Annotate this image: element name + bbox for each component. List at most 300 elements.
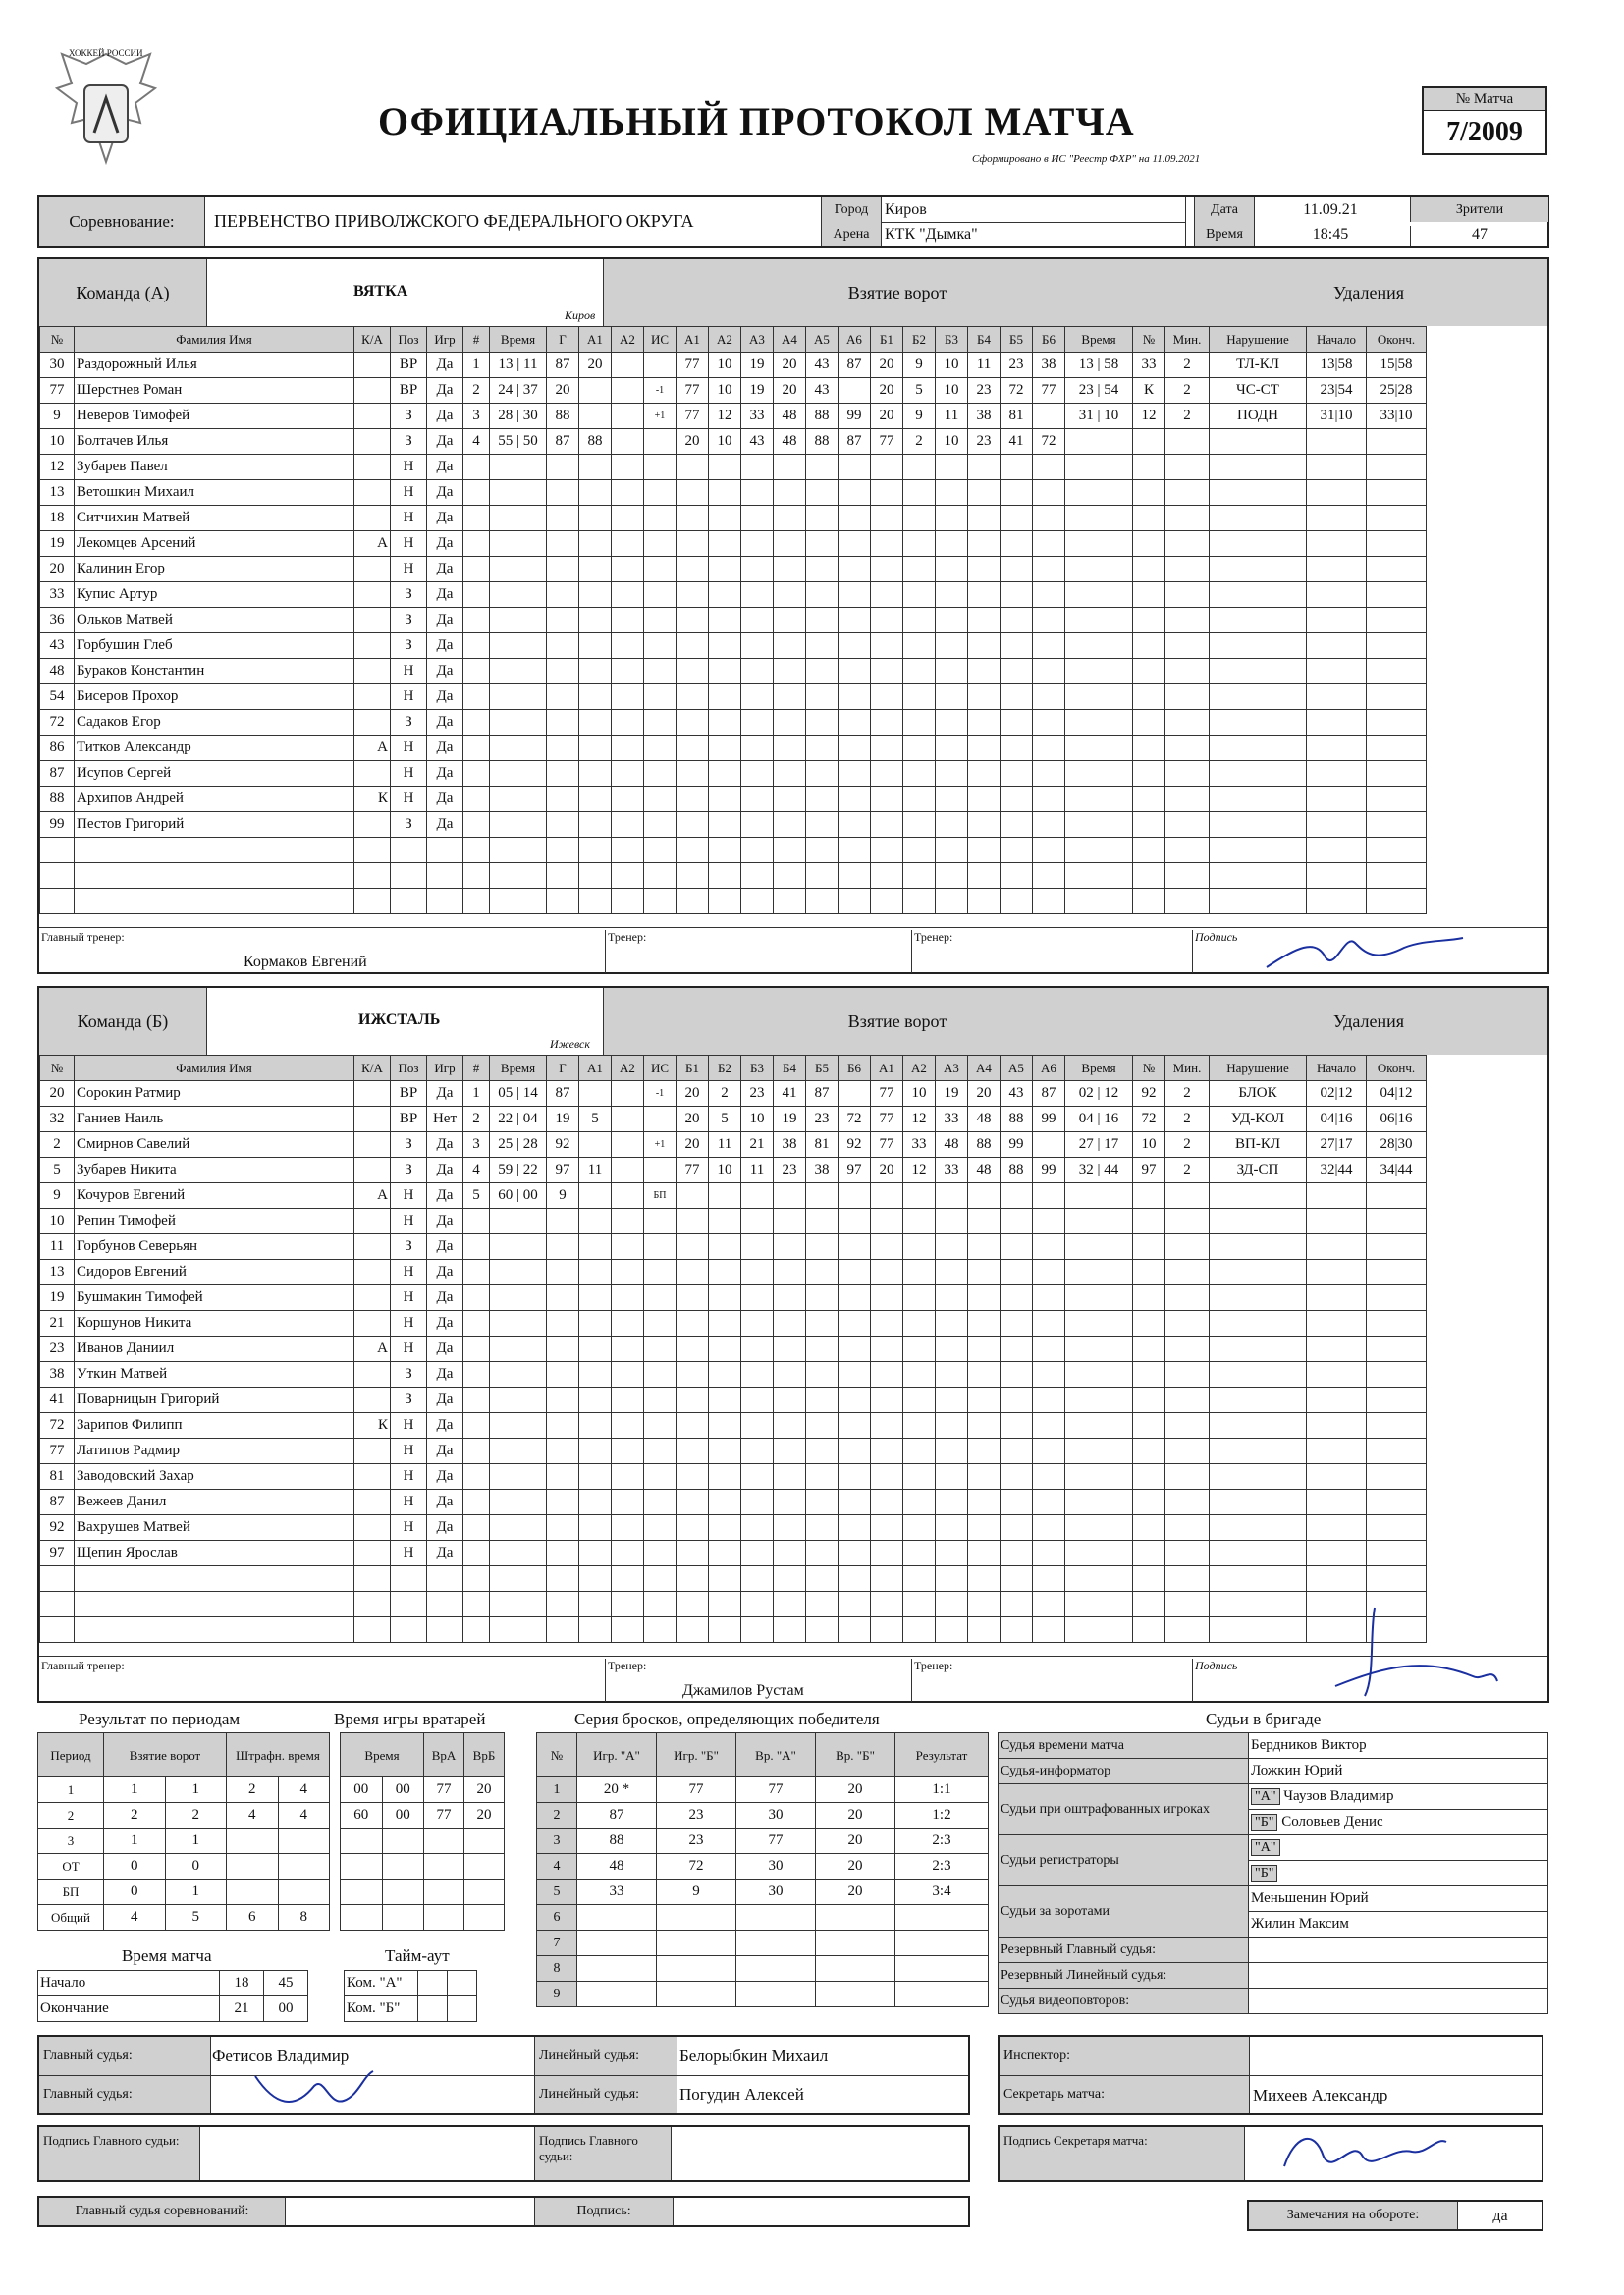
goal-cell — [644, 1617, 677, 1643]
penalty-cell — [1165, 1234, 1210, 1260]
goal-cell — [1001, 557, 1033, 582]
player-cell: 18 — [40, 506, 75, 531]
goal-cell — [579, 736, 612, 761]
goal-cell — [936, 1209, 968, 1234]
goal-cell — [968, 1285, 1001, 1311]
penalty-start — [1307, 1234, 1367, 1260]
player-cell — [354, 1617, 391, 1643]
goal-cell — [806, 1285, 839, 1311]
goal-cell — [644, 1464, 677, 1490]
officials-title: Судьи в бригаде — [1206, 1710, 1322, 1728]
player-cell: З — [391, 608, 427, 633]
goal-cell — [1001, 736, 1033, 761]
goalie-cell — [382, 1880, 424, 1905]
goal-cell: 99 — [1001, 1132, 1033, 1158]
player-cell — [354, 889, 391, 914]
period-cell: 6 — [227, 1905, 279, 1931]
penalty-cell — [1165, 1311, 1210, 1337]
goal-time — [490, 633, 547, 659]
goal-cell — [644, 1209, 677, 1234]
goal-cell: 48 — [936, 1132, 968, 1158]
sign-main-label: Подпись Главного судьи: — [39, 2127, 200, 2180]
goal-number — [463, 480, 490, 506]
goal-cell — [579, 608, 612, 633]
shootout-cell — [657, 1956, 736, 1982]
goal-cell — [968, 1209, 1001, 1234]
penalty-start-min: 31 — [1320, 408, 1335, 423]
player-cell: З — [391, 710, 427, 736]
goal-cell — [547, 736, 579, 761]
player-cell — [354, 378, 391, 404]
player-cell — [391, 1592, 427, 1617]
goal-time — [490, 684, 547, 710]
table-row — [341, 1905, 505, 1931]
goal-cell — [903, 761, 936, 787]
goal-cell — [936, 863, 968, 889]
goal-cell — [936, 787, 968, 812]
goal-time: 24 | 37 — [490, 378, 547, 404]
goal-col-header: # — [463, 327, 490, 353]
goal-cell — [1001, 455, 1033, 480]
goal-cell — [547, 863, 579, 889]
table-row — [40, 1388, 1427, 1413]
goal-cell — [1033, 1132, 1065, 1158]
penalty-cell: 97 — [1133, 1158, 1165, 1183]
penalty-start — [1307, 1515, 1367, 1541]
city-label: Город — [822, 197, 882, 223]
goal-time — [490, 506, 547, 531]
goal-cell — [903, 1617, 936, 1643]
signature-secretary-box — [998, 2125, 1543, 2182]
goal-cell: 88 — [1001, 1158, 1033, 1183]
goal-cell — [547, 506, 579, 531]
player-cell — [354, 1592, 391, 1617]
penalty-time — [1065, 1337, 1133, 1362]
goal-cell — [612, 557, 644, 582]
penalty-start-min: 27 — [1320, 1136, 1335, 1152]
goal-cell — [968, 1566, 1001, 1592]
player-cell — [427, 1566, 463, 1592]
penalty-cell — [1210, 1362, 1307, 1388]
goal-cell — [806, 1388, 839, 1413]
player-cell: Да — [427, 1413, 463, 1439]
player-col-header: № — [40, 1056, 75, 1081]
shootout-col-header: Игр. "Б" — [657, 1733, 736, 1777]
goal-cell — [1001, 1183, 1033, 1209]
penalty-cell — [1210, 736, 1307, 761]
goal-cell — [677, 761, 709, 787]
goal-cell — [677, 1209, 709, 1234]
penalty-col-header: Оконч. — [1367, 327, 1427, 353]
period-cell: 1 — [104, 1777, 166, 1803]
goal-cell — [968, 1464, 1001, 1490]
shootout-cell: 77 — [736, 1829, 816, 1854]
goal-cell — [709, 608, 741, 633]
penalty-cell — [1210, 1490, 1307, 1515]
penalty-cell — [1210, 1234, 1307, 1260]
main-ref-signature-mark — [236, 2066, 403, 2117]
match-start-label: Начало — [38, 1971, 220, 1996]
penalty-cell — [1210, 1260, 1307, 1285]
penalty-time — [1065, 557, 1133, 582]
goal-cell — [968, 633, 1001, 659]
date: 11.09.21 — [1303, 201, 1358, 218]
player-cell: Да — [427, 761, 463, 787]
goal-cell — [741, 1439, 774, 1464]
goal-cell: 33 — [903, 1132, 936, 1158]
penalty-time — [1065, 1362, 1133, 1388]
goal-time — [490, 1515, 547, 1541]
penalty-cell — [1133, 1183, 1165, 1209]
penalty-col-header: Мин. — [1165, 327, 1210, 353]
shootout-cell: 20 — [816, 1880, 895, 1905]
penalty-cell: БЛОК — [1210, 1081, 1307, 1107]
goal-cell — [871, 787, 903, 812]
goal-cell — [677, 736, 709, 761]
goal-cell — [806, 1413, 839, 1439]
goal-cell — [612, 429, 644, 455]
goal-cell: 38 — [806, 1158, 839, 1183]
penalty-end — [1367, 1490, 1427, 1515]
goal-cell — [1001, 684, 1033, 710]
goal-cell — [936, 455, 968, 480]
player-cell: 81 — [40, 1464, 75, 1490]
penalty-time: 27 | 17 — [1065, 1132, 1133, 1158]
table-row — [40, 633, 1427, 659]
goal-cell — [677, 1285, 709, 1311]
goal-cell — [839, 889, 871, 914]
shootout-cell: 5 — [537, 1880, 577, 1905]
goal-cell — [644, 684, 677, 710]
goal-cell — [741, 608, 774, 633]
penalty-end-sec: 58 — [1397, 356, 1413, 372]
team-b-name: ИЖСТАЛЬ — [358, 1011, 441, 1028]
goal-cell — [968, 1413, 1001, 1439]
goal-time — [490, 1234, 547, 1260]
penalty-time — [1065, 633, 1133, 659]
goal-cell — [936, 659, 968, 684]
player-cell: Н — [391, 736, 427, 761]
table-row — [38, 1880, 330, 1905]
goal-number — [463, 633, 490, 659]
goal-cell — [968, 889, 1001, 914]
penalty-start — [1307, 1413, 1367, 1439]
period-cell: 4 — [278, 1803, 330, 1829]
player-cell: 86 — [40, 736, 75, 761]
goal-cell — [903, 582, 936, 608]
penalty-start — [1307, 1490, 1367, 1515]
penalty-end — [1367, 1515, 1427, 1541]
player-cell: ВР — [391, 1107, 427, 1132]
goal-cell — [644, 633, 677, 659]
shootout-cell: 72 — [657, 1854, 736, 1880]
goal-cell — [806, 1515, 839, 1541]
player-cell — [354, 455, 391, 480]
goal-cell: 2 — [903, 429, 936, 455]
penalty-col-header: Мин. — [1165, 1056, 1210, 1081]
penalty-cell — [1210, 1337, 1307, 1362]
penalty-start — [1307, 1464, 1367, 1490]
player-cell — [75, 863, 354, 889]
goal-cell: 41 — [1001, 429, 1033, 455]
goal-cell — [839, 582, 871, 608]
player-col-header: Игр — [427, 1056, 463, 1081]
penalty-start — [1307, 557, 1367, 582]
goal-cell: 11 — [579, 1158, 612, 1183]
goal-cell — [579, 557, 612, 582]
penalty-time-sec: 58 — [1104, 356, 1119, 372]
table-row — [38, 1829, 330, 1854]
periods-col-header: Период — [38, 1733, 104, 1777]
goal-cell — [579, 1541, 612, 1566]
goalie-cell — [424, 1880, 464, 1905]
goal-time-min: 28 — [498, 408, 514, 423]
penalty-cell — [1133, 812, 1165, 838]
player-cell: Да — [427, 1490, 463, 1515]
goal-cell — [936, 889, 968, 914]
player-cell: Да — [427, 557, 463, 582]
goal-cell — [612, 1158, 644, 1183]
player-cell — [40, 838, 75, 863]
goal-cell — [612, 1183, 644, 1209]
goal-time — [490, 1362, 547, 1388]
penalty-start: 02|12 — [1307, 1081, 1367, 1107]
table-row — [40, 1183, 1427, 1209]
player-cell: Да — [427, 1541, 463, 1566]
goal-cell — [871, 1362, 903, 1388]
goal-number: 2 — [463, 378, 490, 404]
penalty-time — [1065, 582, 1133, 608]
player-cell — [354, 1311, 391, 1337]
goal-cell: 12 — [903, 1158, 936, 1183]
info-row — [37, 195, 1549, 248]
player-cell: З — [391, 1388, 427, 1413]
goalie-cell — [464, 1880, 505, 1905]
goal-cell — [936, 557, 968, 582]
goal-time — [490, 1337, 547, 1362]
shootout-cell: 9 — [657, 1880, 736, 1905]
goal-cell — [774, 1566, 806, 1592]
goal-cell — [547, 1617, 579, 1643]
player-cell: Раздорожный Илья — [75, 353, 354, 378]
player-cell — [391, 1617, 427, 1643]
goal-cell — [806, 1566, 839, 1592]
penalty-cell — [1165, 1285, 1210, 1311]
penalty-start — [1307, 1183, 1367, 1209]
goal-cell — [871, 838, 903, 863]
goal-cell — [741, 1617, 774, 1643]
goal-col-header: А6 — [839, 327, 871, 353]
player-cell — [75, 1592, 354, 1617]
player-cell: Да — [427, 684, 463, 710]
timeout-a-label: Ком. "А" — [345, 1971, 418, 1996]
goal-cell — [903, 1285, 936, 1311]
player-cell: 23 — [40, 1337, 75, 1362]
player-cell — [427, 838, 463, 863]
goal-cell — [968, 1617, 1001, 1643]
shootout-cell: 8 — [537, 1956, 577, 1982]
goal-number — [463, 531, 490, 557]
penalty-end-min: 15 — [1380, 356, 1395, 372]
goal-cell — [741, 1464, 774, 1490]
goal-cell: 48 — [968, 1107, 1001, 1132]
goal-cell — [1001, 1209, 1033, 1234]
goal-cell — [579, 1362, 612, 1388]
goal-cell: 97 — [839, 1158, 871, 1183]
penalty-end — [1367, 1260, 1427, 1285]
goal-cell: 38 — [774, 1132, 806, 1158]
goal-cell — [968, 1234, 1001, 1260]
player-cell — [354, 1081, 391, 1107]
goal-cell — [806, 761, 839, 787]
goal-cell — [903, 787, 936, 812]
penalty-time-min: 04 — [1078, 1111, 1094, 1126]
goal-cell — [806, 608, 839, 633]
penalty-time-sec: 44 — [1104, 1162, 1119, 1177]
goal-cell — [709, 710, 741, 736]
penalty-start-min: 04 — [1320, 1111, 1335, 1126]
goal-cell — [806, 812, 839, 838]
goal-cell — [1001, 1337, 1033, 1362]
goal-cell — [903, 1541, 936, 1566]
penalty-time — [1065, 1541, 1133, 1566]
goal-cell: 99 — [1033, 1158, 1065, 1183]
penalty-cell — [1165, 1260, 1210, 1285]
goal-cell — [612, 1285, 644, 1311]
player-cell: Архипов Андрей — [75, 787, 354, 812]
goal-cell — [677, 506, 709, 531]
goal-cell — [612, 710, 644, 736]
goal-cell — [936, 1337, 968, 1362]
period-cell: 2 — [227, 1777, 279, 1803]
penalty-end — [1367, 710, 1427, 736]
player-cell: З — [391, 812, 427, 838]
penalty-cell — [1210, 1285, 1307, 1311]
team-b-coach2-label: Тренер: — [911, 1659, 952, 1702]
goal-cell: 20 — [547, 378, 579, 404]
penalty-cell — [1165, 1617, 1210, 1643]
goal-cell: 33 — [936, 1158, 968, 1183]
goal-cell — [709, 506, 741, 531]
goal-cell: 77 — [871, 429, 903, 455]
goal-cell — [741, 710, 774, 736]
period-cell: 1 — [165, 1777, 227, 1803]
goal-cell — [806, 710, 839, 736]
goal-cell — [1033, 684, 1065, 710]
penalty-time-sec: 17 — [1104, 1136, 1119, 1152]
goal-time-min: 55 — [498, 433, 514, 449]
match-start-m: 45 — [264, 1971, 308, 1996]
player-cell: 5 — [40, 1158, 75, 1183]
player-cell: Н — [391, 1209, 427, 1234]
goal-cell — [579, 1439, 612, 1464]
goal-cell — [806, 1311, 839, 1337]
goal-cell — [871, 455, 903, 480]
player-cell: Садаков Егор — [75, 710, 354, 736]
penalty-end: 34|44 — [1367, 1158, 1427, 1183]
penalty-cell — [1210, 1413, 1307, 1439]
goal-cell — [871, 1337, 903, 1362]
goal-cell — [677, 838, 709, 863]
table-row — [40, 404, 1427, 429]
table-row — [38, 1803, 330, 1829]
goal-cell — [968, 761, 1001, 787]
goal-cell — [871, 736, 903, 761]
goal-cell — [677, 480, 709, 506]
goal-cell — [806, 633, 839, 659]
goal-cell — [741, 1260, 774, 1285]
goal-cell — [1001, 1388, 1033, 1413]
goal-cell: 87 — [547, 1081, 579, 1107]
goal-cell — [839, 1617, 871, 1643]
goal-cell — [612, 582, 644, 608]
goal-cell — [612, 480, 644, 506]
player-cell: Лекомцев Арсений — [75, 531, 354, 557]
match-end-m: 00 — [264, 1996, 308, 2022]
player-cell: Болтачев Илья — [75, 429, 354, 455]
period-cell: 1 — [165, 1829, 227, 1854]
city: Киров — [885, 201, 927, 218]
goal-cell — [644, 812, 677, 838]
penalty-time — [1065, 863, 1133, 889]
shootout-cell: 20 — [816, 1829, 895, 1854]
goal-cell — [741, 1490, 774, 1515]
penalty-start: 13|58 — [1307, 353, 1367, 378]
player-cell: Да — [427, 1362, 463, 1388]
goal-number — [463, 1592, 490, 1617]
goal-cell — [547, 787, 579, 812]
goal-cell — [839, 684, 871, 710]
goal-cell: 88 — [1001, 1107, 1033, 1132]
player-cell: 87 — [40, 761, 75, 787]
penalty-cell — [1165, 1515, 1210, 1541]
goal-cell — [968, 838, 1001, 863]
goal-cell — [547, 455, 579, 480]
table-row — [40, 1158, 1427, 1183]
goal-time-sec: 37 — [522, 382, 538, 398]
goal-cell: 23 — [741, 1081, 774, 1107]
goal-cell — [903, 455, 936, 480]
goal-cell — [741, 889, 774, 914]
player-cell — [391, 838, 427, 863]
player-cell: Репин Тимофей — [75, 1209, 354, 1234]
penalty-start — [1307, 506, 1367, 531]
goal-cell — [677, 582, 709, 608]
goal-cell — [612, 787, 644, 812]
goal-cell — [579, 1617, 612, 1643]
penalty-end-sec: 16 — [1397, 1111, 1413, 1126]
period-cell: 1 — [104, 1829, 166, 1854]
goal-cell: 41 — [774, 1081, 806, 1107]
goal-cell — [839, 659, 871, 684]
goal-col-header: А1 — [871, 1056, 903, 1081]
shootout-cell: 87 — [577, 1803, 657, 1829]
penalty-end — [1367, 1541, 1427, 1566]
player-cell — [354, 608, 391, 633]
goal-number: 3 — [463, 1132, 490, 1158]
goal-cell — [968, 659, 1001, 684]
match-number: 7/2009 — [1446, 117, 1523, 147]
goal-cell — [1033, 812, 1065, 838]
player-cell: 54 — [40, 684, 75, 710]
goal-cell — [741, 1592, 774, 1617]
goal-cell — [709, 1592, 741, 1617]
sign-main-2-label: Подпись Главного судьи: — [534, 2127, 672, 2180]
reserve-main-label: Резервный Главный судья: — [999, 1938, 1249, 1963]
penalty-cell — [1210, 429, 1307, 455]
player-cell — [354, 863, 391, 889]
team-a-name: ВЯТКА — [353, 283, 408, 300]
